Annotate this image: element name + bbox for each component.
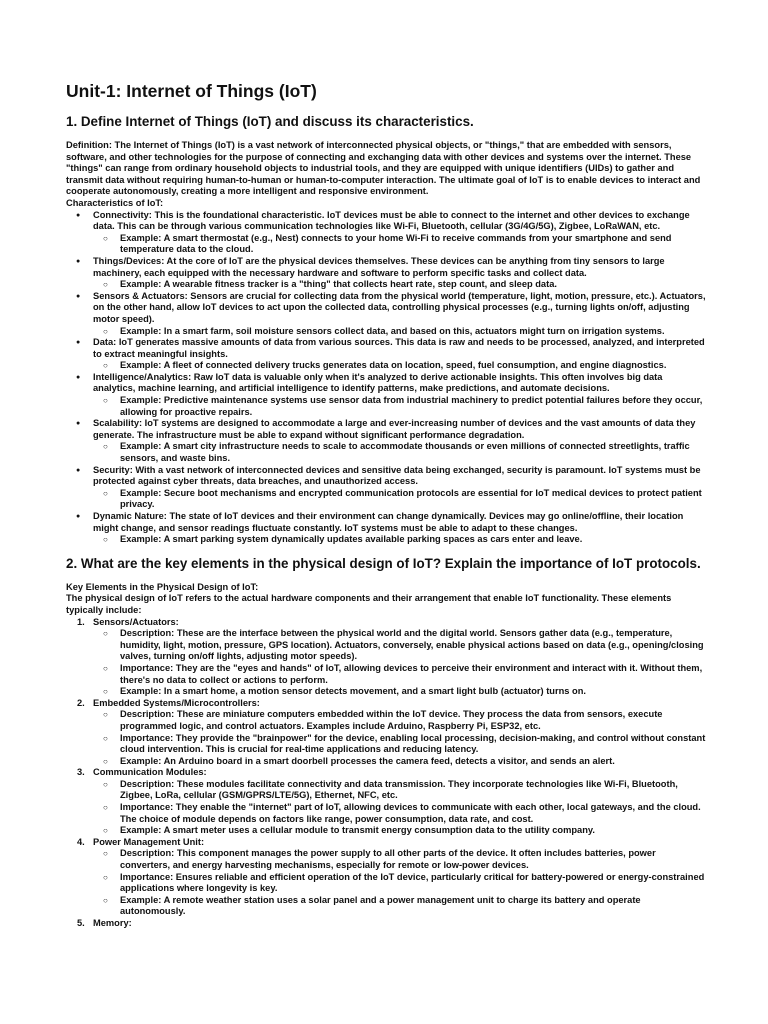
characteristic-item (66, 418, 706, 464)
characteristics-label: Characteristics of IoT: (66, 197, 164, 208)
characteristic-text: Connectivity: This is the foundational characteristic. IoT devices must be able to connect to the internet and other devices to exchange data. This can be through various communication technologies like Wi-Fi, Bluetooth, cellular (3G/4G/5G), Zigbee, LoRaWAN, etc. (93, 209, 690, 232)
element-number: 1. (77, 616, 85, 627)
element-number: 4. (77, 836, 85, 847)
element-detail-item: ○ Example: A remote weather station uses a solar panel and a power management unit to charge its battery and operate autonomously. (93, 895, 706, 918)
element-detail-item: ○ Importance: They provide the "brainpower" for the device, enabling local processing, decision-making, and control without constant cloud intervention. This is crucial for real-time applications and reducing latency. (93, 733, 706, 756)
element-detail-item: ○ Description: This component manages the power supply to all other parts of the device. It often includes batteries, power converters, and energy harvesting mechanisms, especially for remote or low-power devices. (93, 848, 706, 871)
physical-design-intro: The physical design of IoT refers to the actual hardware components and their arrangement that enable IoT functionality. These elements typically include: (66, 593, 672, 615)
example-item: ○ Example: A wearable fitness tracker is a "thing" that collects heart rate, step count, and sleep data. (93, 279, 706, 291)
characteristic-text: Security: With a vast network of interconnected devices and sensitive data being exchanged, security is paramount. IoT systems must be protected against cyber threats, data breaches, and unauthorized access. (93, 464, 701, 487)
physical-design-label: Key Elements in the Physical Design of IoT: (66, 581, 259, 592)
example-item: ○ Example: Secure boot mechanisms and encrypted communication protocols are essential for IoT medical devices to protect patient privacy. (93, 488, 706, 511)
example-item: ○ Example: A smart thermostat (e.g., Nest) connects to your home Wi-Fi to receive commands from your smartphone and send temperature data to the cloud. (93, 233, 706, 256)
element-detail-item: ○ Importance: They enable the "internet" part of IoT, allowing devices to communicate with each other, local gateways, and the cloud. The choice of module depends on factors like range, power consumption, data rate, and cost. (93, 802, 706, 825)
element-detail-item: ○ Example: A smart meter uses a cellular module to transmit energy consumption data to the utility company. (93, 825, 706, 837)
element-detail-item: ○ Importance: Ensures reliable and efficient operation of the IoT device, particularly critical for battery-powered or energy-constrained applications where longevity is key. (93, 872, 706, 895)
definition-paragraph: Definition: The Internet of Things (IoT) is a vast network of interconnected physical objects, or "things," that are embedded with sensors, software, and other technologies for the purpose of connecting and exchanging data with other devices and systems over the internet. These "things" can range from ordinary household objects to industrial tools, and they are equipped with unique identifiers (UIDs) to gather and transmit data without requiring human-to-human or human-to-computer interaction. The ultimate goal of IoT is to enable devices to interact and cooperate autonomously, creating a more intelligent and responsive environment. (66, 140, 701, 197)
document-page (66, 80, 706, 930)
physical-element-item (66, 698, 706, 768)
physical-element-item (66, 837, 706, 918)
characteristic-item (66, 291, 706, 337)
element-detail-item: ○ Example: In a smart home, a motion sensor detects movement, and a smart light bulb (actuator) turns on. (93, 686, 706, 698)
example-item: ○ Example: A smart city infrastructure needs to scale to accommodate thousands or even millions of connected streetlights, traffic sensors, and waste bins. (93, 441, 706, 464)
characteristic-item (66, 337, 706, 372)
question-1-heading: 1. Define Internet of Things (IoT) and discuss its characteristics. (66, 114, 474, 129)
characteristic-item (66, 465, 706, 511)
characteristic-text: Scalability: IoT systems are designed to accommodate a large and ever-increasing number of devices and the vast amounts of data they generate. The infrastructure must be able to expand without significant performance degradation. (93, 418, 696, 440)
element-title: Embedded Systems/Microcontrollers: (93, 697, 260, 708)
element-title: Power Management Unit: (93, 836, 205, 847)
characteristic-text: Dynamic Nature: The state of IoT devices and their environment can change dynamically. Devices may go online/offline, their location might change, and sensor readings fluctuate constantly. IoT systems must be able to adapt to these changes. (93, 511, 684, 533)
characteristic-item (66, 210, 706, 256)
physical-element-item (66, 767, 706, 837)
physical-elements-list (66, 617, 706, 930)
characteristic-text: Things/Devices: At the core of IoT are the physical devices themselves. These devices can be anything from tiny sensors to large machinery, each equipped with the necessary hardware and software to perform specific tasks and collect data. (93, 255, 665, 278)
example-item: ○ Example: Predictive maintenance systems use sensor data from industrial machinery to predict potential failures before they occur, allowing for proactive repairs. (93, 395, 706, 418)
element-title: Memory: (93, 918, 132, 928)
example-item: ○ Example: A fleet of connected delivery trucks generates data on location, speed, fuel consumption, and engine diagnostics. (93, 360, 706, 372)
characteristic-item (66, 256, 706, 291)
element-title: Sensors/Actuators: (93, 616, 179, 627)
characteristic-text: Data: IoT generates massive amounts of data from various sources. This data is raw and needs to be processed, analyzed, and interpreted to extract meaningful insights. (93, 337, 705, 359)
characteristic-text: Sensors & Actuators: Sensors are crucial for collecting data from the physical world (temperature, light, motion, pressure, etc.). Actuators, on the other hand, allow IoT devices to act upon the collected data, controlling physical processes (e.g., turning lights on/off, adjusting motor speed). (93, 290, 706, 324)
characteristic-item (66, 372, 706, 418)
physical-element-item (66, 617, 706, 698)
physical-element-item (66, 918, 706, 930)
element-number: 2. (77, 697, 85, 708)
example-item: ○ Example: A smart parking system dynamically updates available parking spaces as cars enter and leave. (93, 534, 706, 546)
characteristic-item (66, 511, 706, 546)
element-detail-item: ○ Description: These are miniature computers embedded within the IoT device. They process the data from sensors, execute programmed logic, and control actuators. Examples include Arduino, Raspberry Pi, ESP32, etc. (93, 709, 706, 732)
element-detail-item: ○ Description: These are the interface between the physical world and the digital world. Sensors gather data (e.g., temperature, humidity, light, motion, pressure, GPS location). Actuators, conversely, enable physical actions based on data (e.g., opening/closing valves, turning on/off lights, adjusting motor speeds). (93, 628, 706, 663)
element-number: 5. (77, 918, 85, 928)
example-item: ○ Example: In a smart farm, soil moisture sensors collect data, and based on this, actuators might turn on irrigation systems. (93, 326, 706, 338)
element-detail-item: ○ Importance: They are the "eyes and hands" of IoT, allowing devices to perceive their environment and interact with it. Without them, there's no data to collect or actions to perform. (93, 663, 706, 686)
element-detail-item: ○ Description: These modules facilitate connectivity and data transmission. They incorporate technologies like Wi-Fi, Bluetooth, Zigbee, LoRa, cellular (GSM/GPRS/LTE/5G), Ethernet, NFC, etc. (93, 779, 706, 802)
characteristics-list (66, 210, 706, 546)
question-2-heading: 2. What are the key elements in the physical design of IoT? Explain the importance of IoT protocols. (66, 555, 701, 571)
document-title: Unit-1: Internet of Things (IoT) (66, 81, 317, 101)
element-title: Communication Modules: (93, 767, 207, 778)
element-number: 3. (77, 767, 85, 778)
element-detail-item: ○ Example: An Arduino board in a smart doorbell processes the camera feed, detects a visitor, and sends an alert. (93, 756, 706, 768)
characteristic-text: Intelligence/Analytics: Raw IoT data is valuable only when it's analyzed to derive actionable insights. This often involves big data analytics, machine learning, and artificial intelligence to identify patterns, make predictions, and automate decisions. (93, 371, 663, 394)
